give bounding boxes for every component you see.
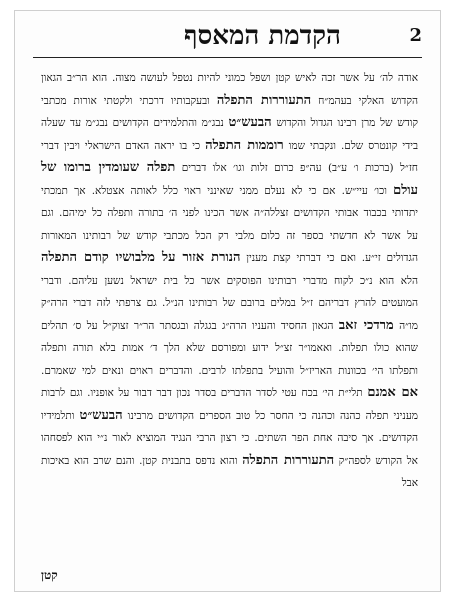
page-header xyxy=(33,19,422,55)
catchword: קטן xyxy=(41,568,58,582)
body-text xyxy=(41,67,418,563)
page-title: הקדמת המאסף xyxy=(183,21,341,51)
book-title-emphasis: התעוררות התפלה xyxy=(216,92,312,108)
body-segment: ותלמידיו הקדושים. אך סיבה אחת הפר השתים. כי רצון הרבי הנגיד המוציא לאור נ״י הוא לפסחהו אל הקודש לספה״ק xyxy=(41,409,418,467)
body-segment: הלא הוא נ״כ לקוח מדברי רבותינו הפוסקים אשר כל בית ישראל נשען עליהם. ודברי המועטים להרץ דבריהם ז״ל במלים ברובם של רבותינו הנ״ל. גם צרפתי לזה דברי הרה״ק מו״ה xyxy=(41,274,419,332)
book-title-emphasis: רוממות התפלה xyxy=(205,137,284,153)
quote-emphasis: תפלה שעומדין ברומו של עולם xyxy=(41,160,418,198)
book-title-emphasis: התעוררות התפלה xyxy=(242,452,335,468)
header-rule xyxy=(33,57,422,58)
body-segment: ובעקבותיו דרכתי ולקטתי אורות מכתבי קודש של מרן רבינו הגדול והקדוש xyxy=(41,94,418,129)
name-emphasis: הבעש״ט xyxy=(79,407,123,423)
body-segment: הגאון החסיד והעניו הרה״ג בגגלה ובגסתר הר״ר זצוק״ל על ס׳ תהלים שהוא כולו תפלות. ואאמו״ר זצ״ל ידוע ומפורסם שלא הלך ד׳ אמות בלא תורה ותפלה ותפלתו הי׳ בכוונות האריז״ל והועיל בתפלתו לרבים. והדברים ראוים ונאים למי שאמרם. xyxy=(41,319,418,377)
topic-emphasis: הנורת אזור על מלבושיו קודם התפלה xyxy=(41,250,241,265)
book-page xyxy=(14,10,441,592)
body-paragraph xyxy=(41,67,418,495)
name-emphasis: הבעש״ט xyxy=(228,115,272,130)
page-number: 2 xyxy=(409,25,422,46)
body-segment: תלי״ת הי׳ בכח עטי לסדר הדברים בסדר נכון דבר דבור על אופניו. וגם לרבות מעניני תפלה כהנה וכהנה כי החסר כל טוב הספרים הקדושים מרבינו xyxy=(41,387,418,422)
body-segment: כי בו יראה האדם הישראלי ויבין דברי חז״ל (ברכות ו׳ ע״ב) עה״פ כרום זלות וגו׳ אלו דברים xyxy=(41,139,419,174)
body-segment: אודה לה׳ על אשר זכה לאיש קטן ושפל כמוני להיות נטפל לעושה מצוה. הוא הר״ב הגאון הקדוש האלקי בעהמ״ח xyxy=(41,72,418,107)
body-segment: נבג״מ והתלמידים הקדושים נבג״מ עד שעלה בידי קונטרס שלם. ונקבתי שמו xyxy=(41,117,419,152)
body-segment: וכו׳ עיי״ש. אם כי לא נעלם ממני שאינני ראוי כלל לאותה אצטלא. אך תמכתי יתדותי בכבוד אבותי הקדושים זצללה״ה אשר הכינו לפני ה׳ בתורה ותפלה כל ימיהם. וגם על אשר לא חדשתי בספר זה כלום מלבי רק הכל מכתבי קודש של רבותינו המאורות הגדולים זי״ע. ואם כי דברתי קצת מענין xyxy=(41,184,418,264)
phrase-emphasis: אם אמנם xyxy=(367,385,418,400)
name-emphasis: מרדכי זאב xyxy=(338,317,394,333)
body-segment: והוא נדפס בתבנית קטן. והנם שרב הוא באיכות אבל xyxy=(41,454,418,489)
